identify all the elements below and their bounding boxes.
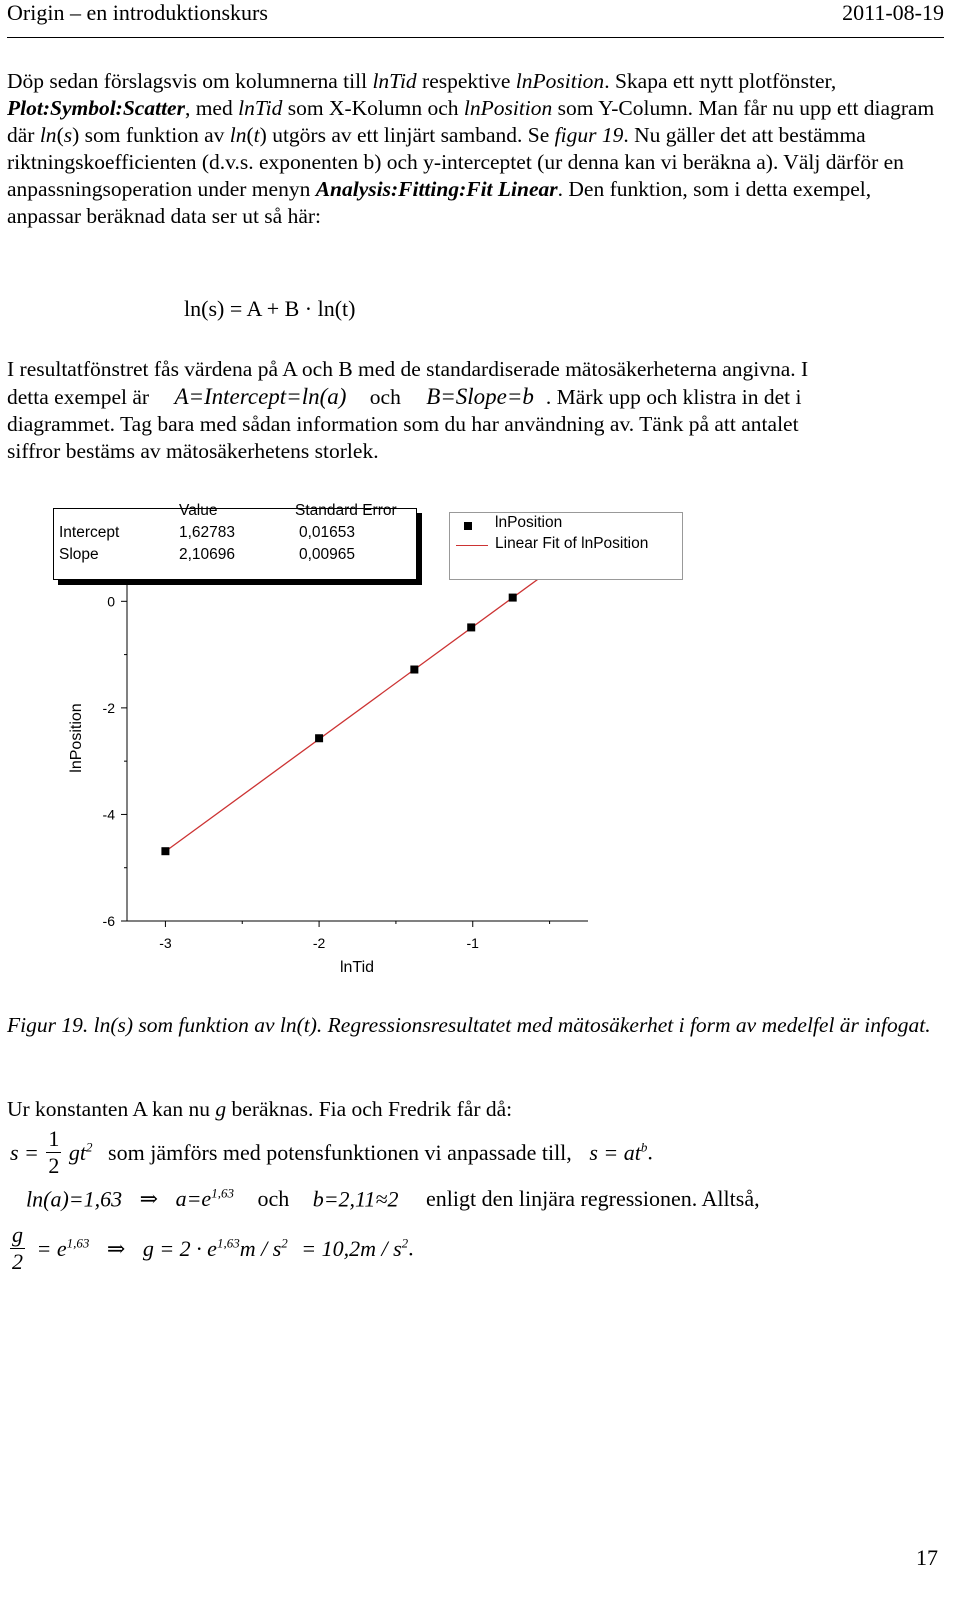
y-tick-label: -4 — [102, 806, 115, 823]
header-date: 2011-08-19 — [842, 0, 944, 25]
results-header-stderr: Standard Error — [295, 502, 397, 519]
header-rule — [7, 37, 944, 38]
results-header-value: Value — [179, 502, 218, 519]
data-point — [509, 594, 517, 602]
regression-results-table — [53, 502, 417, 580]
results-cell: 0,01653 — [299, 524, 356, 541]
data-point — [315, 734, 323, 742]
equation-linear-model: ln(s) = A + B · ln(t) — [184, 296, 356, 321]
x-axis-label: lnTid — [339, 959, 375, 976]
equation-constants: ln(a)=1,63 ⇒ $a=e^{1,63}$ och b=2,11≈2 enligt den linjära regressionen. Alltså, — [26, 1186, 760, 1212]
header-title: Origin – en introduktionskurs — [7, 0, 268, 25]
y-tick-label: -6 — [102, 913, 115, 929]
x-tick-label: -1 — [466, 935, 479, 951]
x-tick-label: -3 — [159, 935, 172, 951]
figure-caption: Figur 19. ln(s) som funktion av ln(t). Regressionsresultatet med mätosäkerhet i form av medelfel är infogat. — [7, 1013, 931, 1037]
results-row-label: Slope — [59, 546, 99, 563]
page-number: 17 — [916, 1545, 938, 1570]
results-row-label: Intercept — [59, 524, 120, 541]
y-tick-label: -2 — [102, 699, 115, 716]
chart-lnposition-vs-lntid — [0, 580, 960, 1010]
fit-line — [165, 580, 594, 851]
legend-item-fit: Linear Fit of lnPosition — [495, 535, 649, 552]
paragraph-intro: Döp sedan förslagsvis om kolumnerna till lnTid respektive lnPosition. Skapa ett nytt plotfönster, Plot:Symbol:Scatter, med lnTid som X-Kolumn och lnPosition som Y-Column. Man får nu upp ett diagram där ln(s) som funktion av ln(t) utgörs av ett linjärt samband. Se figur 19. Nu gäller det att bestämma riktningskoefficienten (d.v.s. exponenten b) och y-interceptet (ur denna kan vi beräkna a). Välj därför en anpassningsoperation under menyn Analysis:Fitting:Fit Linear. Den funktion, som i detta exempel, anpassar beräknad data ser ut så här: — [7, 69, 935, 228]
equation-g-result: $\frac{g}{2}$ = $e^{1,63}$ ⇒ $g = 2 \cdot e^{1,63}m / s^2 = 10,2m / s^2$. — [12, 1222, 414, 1274]
results-cell: 1,62783 — [179, 524, 236, 541]
data-point — [161, 847, 169, 855]
legend-item-points: lnPosition — [495, 514, 563, 531]
chart-legend — [449, 512, 683, 580]
results-cell: 2,10696 — [179, 546, 236, 563]
y-tick-label: 0 — [107, 593, 115, 610]
paragraph-compute-g: Ur konstanten A kan nu g beräknas. Fia och Fredrik får då: — [7, 1097, 513, 1121]
paragraph-results: I resultatfönstret fås värdena på A och B med de standardiserade mätosäkerheterna angivna. I detta exempel är A=Intercept=ln(a) och B=Slope=b . Märk upp och klistra in det i diagrammet. Tag bara med sådan information som du har användning av. Tänk på att antalet siffror bestäms av mätosäkerhetens storlek. — [7, 357, 809, 463]
y-axis-label: lnPosition — [68, 703, 85, 773]
results-cell: 0,00965 — [299, 546, 356, 563]
data-point — [467, 623, 475, 631]
menu-path-plot: Plot:Symbol:Scatter — [7, 96, 185, 120]
menu-path-fit: Analysis:Fitting:Fit Linear — [315, 177, 558, 201]
x-tick-label: -2 — [312, 935, 326, 951]
legend-line-icon — [456, 545, 488, 546]
data-point — [410, 666, 418, 674]
equation-free-fall: s = $\frac{1}{2}$ $gt^2$ som jämförs med potensfunktionen vi anpassade till, $s = at^b$. — [10, 1126, 653, 1178]
legend-marker-square-icon — [464, 522, 472, 530]
